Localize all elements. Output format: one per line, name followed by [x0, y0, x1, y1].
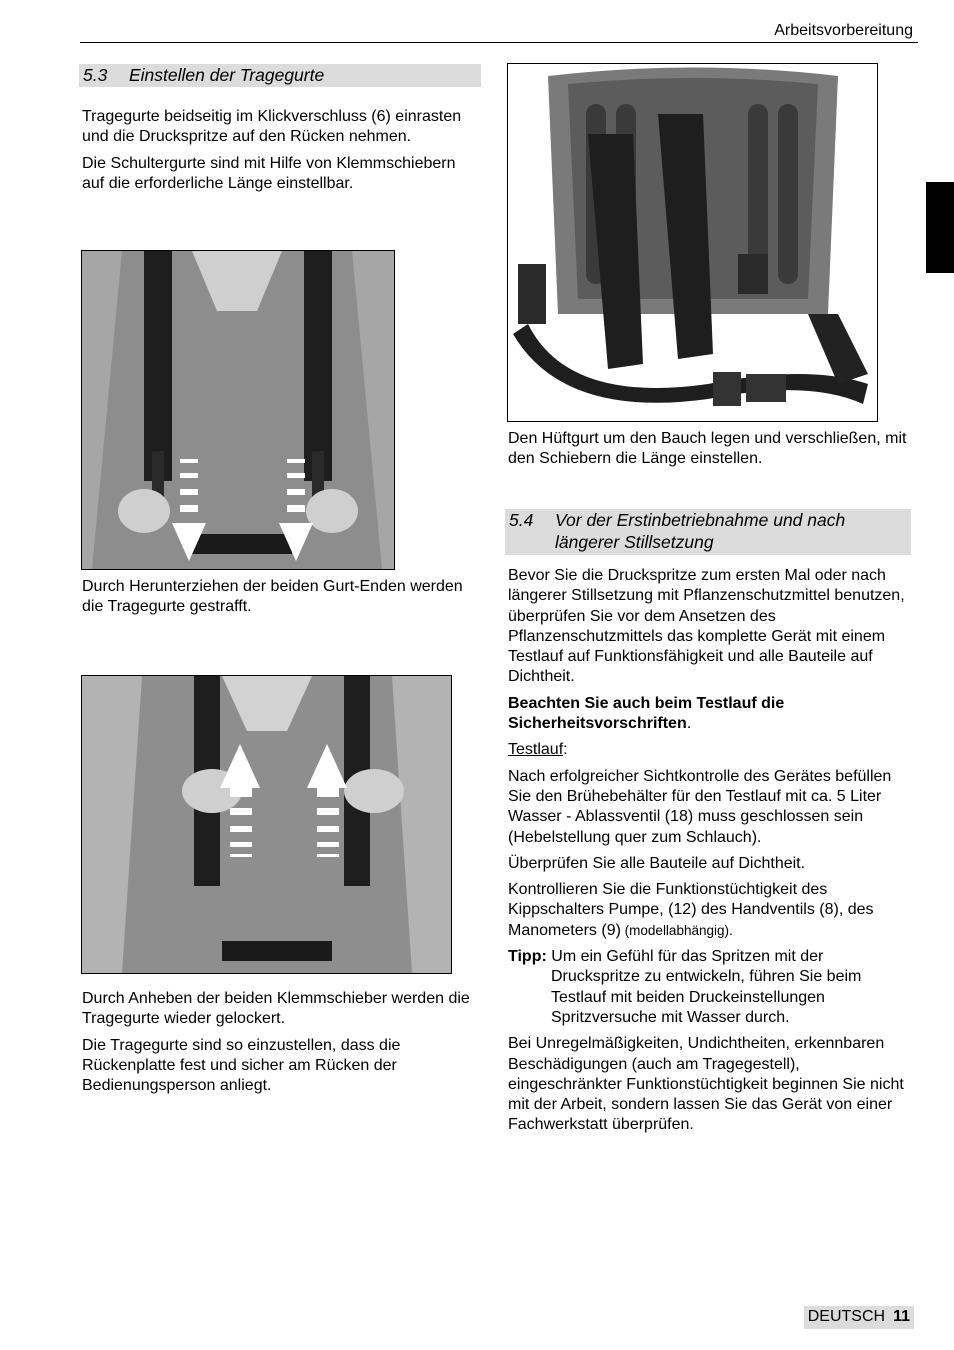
safety-note-end: .: [686, 715, 692, 733]
hip-belt-caption-container: [508, 429, 908, 470]
safety-note-bold: Beachten Sie auch beim Testlauf die Sicherheitsvorschriften: [508, 694, 785, 733]
paragraph-click-lock: Tragegurte beidseitig im Klickverschluss (6) einrasten und die Druckspritze auf den Rücken nehmen.: [82, 108, 462, 146]
paragraph-backplate-fit: Die Tragegurte sind so einzustellen, dass die Rückenplatte fest und sicher am Rücken der Bedienungsperson anliegt.: [82, 1036, 401, 1095]
section-5-3-closing: [82, 989, 477, 1096]
testlauf-heading: [508, 740, 910, 760]
photo-loosen-straps: [81, 675, 452, 974]
control-model-note: (modellabhängig).: [620, 922, 733, 938]
section-5-4-body: [508, 566, 910, 1136]
section-5-3-intro: [82, 107, 477, 194]
caption-loosen: Durch Anheben der beiden Klemmschieber werden die Tragegurte wieder gelockert.: [82, 990, 470, 1028]
section-title-line-1: Vor der Erstinbetriebnahme und nach: [555, 510, 846, 530]
tipp-block: [508, 947, 910, 1028]
page-number: 11: [893, 1308, 910, 1325]
control-text: Kontrollieren Sie die Funktionstüchtigkeit des Kippschalters Pumpe, (12) des Handventils (8), des Manometers (9): [508, 881, 874, 939]
section-number: 5.4: [509, 510, 534, 530]
section-title-line-2: längerer Stillsetzung: [555, 532, 714, 552]
tipp-rest: Druckspritze zu entwickeln, führen Sie beim Testlauf mit beiden Druckeinstellungen Spritzversuche mit Wasser durch.: [551, 968, 862, 1026]
photo-backpack-hip-belt: [507, 63, 878, 422]
paragraph-irregularities: Bei Unregelmäßigkeiten, Undichtheiten, erkennbaren Beschädigungen (auch am Tragegestell), eingeschränkter Funktionstüchtigkeit beginnen Sie nicht mit der Arbeit, sondern lassen Sie das Gerät von einer Fachwerkstatt überprüfen.: [508, 1035, 904, 1134]
footer-language: DEUTSCH: [807, 1308, 886, 1325]
photo-tighten-straps: [81, 250, 395, 570]
tipp-label: Tipp:: [508, 948, 547, 966]
paragraph-intro: Bevor Sie die Druckspritze zum ersten Mal oder nach längerer Stillsetzung mit Pflanzenschutzmittel benutzen, überprüfen Sie vor dem Ansetzen des Pflanzenschutzmittels das komplette Gerät mit einem Testlauf auf Funktionsfähigkeit und alle Bauteile auf Dichtheit.: [508, 567, 905, 686]
paragraph-shoulder-straps: Die Schultergurte sind mit Hilfe von Klemmschiebern auf die erforderliche Länge einstellbar.: [82, 154, 456, 192]
caption-hip-belt: Den Hüftgurt um den Bauch legen und verschließen, mit den Schiebern die Länge einstellen.: [508, 430, 907, 468]
paragraph-testlauf: Nach erfolgreicher Sichtkontrolle des Gerätes befüllen Sie den Brühebehälter für den Testlauf mit ca. 5 Liter Wasser - Ablassventil (18) muss geschlossen sein (Hebelstellung quer zum Schlauch).: [508, 767, 892, 846]
running-header: Arbeitsvorbereitung: [774, 22, 913, 39]
paragraph-safety-note: [508, 694, 910, 735]
page-footer: [804, 1306, 914, 1329]
caption-tighten-container: [82, 577, 477, 618]
tipp-first-line: Um ein Gefühl für das Spritzen mit der: [546, 948, 824, 966]
section-number: 5.3: [83, 65, 108, 85]
paragraph-function-control: [508, 880, 910, 941]
section-heading-5-4: [505, 509, 911, 555]
header-rule: [80, 42, 918, 43]
language-thumb-tab: [926, 182, 954, 273]
testlauf-colon: :: [563, 741, 568, 759]
paragraph-check-seal: Überprüfen Sie alle Bauteile auf Dichtheit.: [508, 854, 806, 872]
section-title: Einstellen der Tragegurte: [129, 65, 325, 85]
section-heading-5-3: [79, 64, 481, 87]
caption-tighten: Durch Herunterziehen der beiden Gurt-Enden werden die Tragegurte gestrafft.: [82, 578, 463, 616]
testlauf-label: Testlauf: [508, 741, 564, 759]
